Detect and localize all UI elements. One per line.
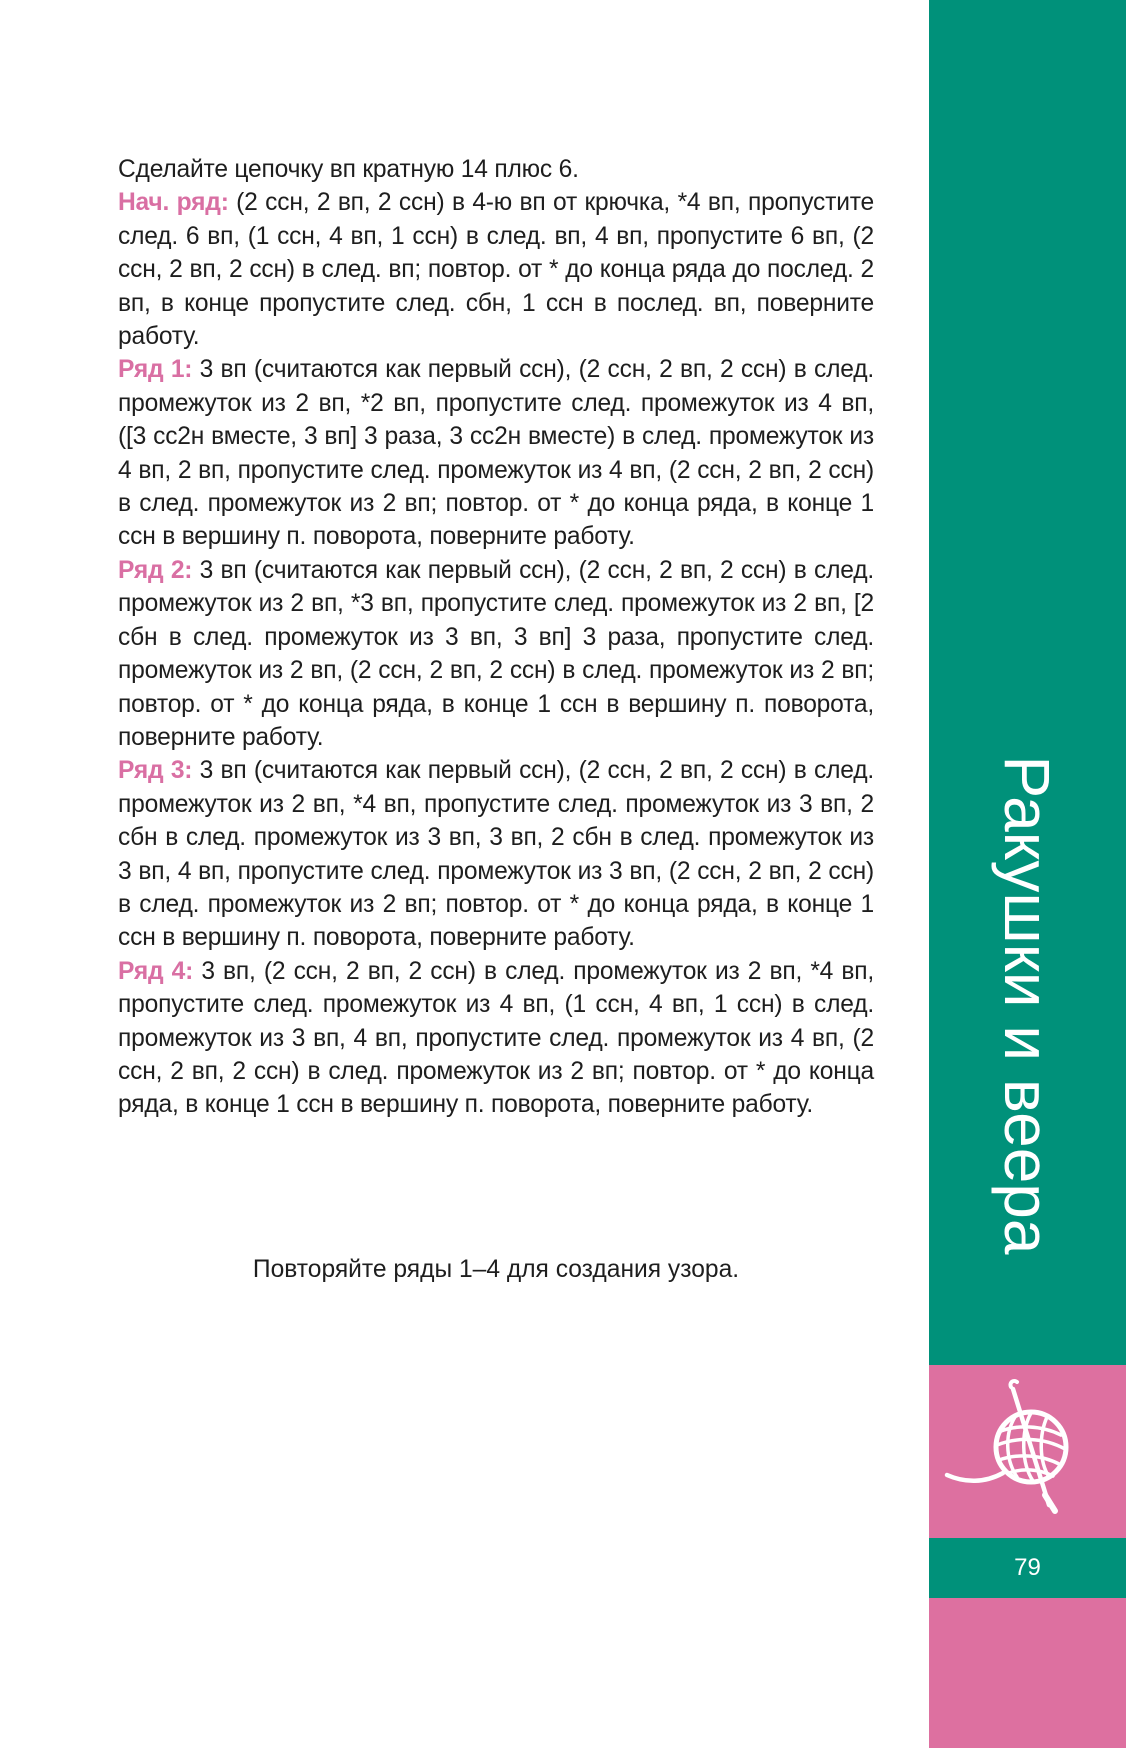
repeat-note: Повторяйте ряды 1–4 для создания узора.	[252, 1256, 740, 1283]
row-1	[118, 353, 874, 553]
row-foundation	[118, 186, 874, 353]
row-text: (2 ссн, 2 вп, 2 ссн) в 4-ю вп от крючка, *4 вп, пропустите след. 6 вп, (1 ссн, 4 вп, 1 ссн) в след. вп, 4 вп, пропустите 6 вп, (2 ссн, 2 вп, 2 ссн) в след. вп; повтор. от * до конца ряда до послед. 2 вп, в конце пропустите след. сбн, 1 ссн в послед. вп, поверните работу.	[118, 189, 874, 351]
row-label: Ряд 1:	[118, 356, 193, 384]
sidebar-icon-band	[929, 1365, 1126, 1538]
row-text: 3 вп (считаются как первый ссн), (2 ссн, 2 вп, 2 ссн) в след. промежуток из 2 вп, *3 вп, пропустите след. промежуток из 2 вп, [2 сбн в след. промежуток из 3 вп, 3 вп] 3 раза, пропустите след. промежуток из 2 вп, (2 ссн, 2 вп, 2 ссн) в след. промежуток из 2 вп; повтор. от * до конца ряда, в конце 1 ссн в вершину п. поворота, поверните работу.	[118, 556, 874, 751]
row-text: 3 вп, (2 ссн, 2 вп, 2 ссн) в след. промежуток из 2 вп, *4 вп, пропустите след. промежуток из 4 вп, (1 ссн, 4 вп, 1 ссн) в след. промежуток из 3 вп, 4 вп, пропустите след. промежуток из 4 вп, (2 ссн, 2 вп, 2 ссн) в след. промежуток из 2 вп; повтор. от * до конца ряда, в конце 1 ссн в вершину п. поворота, поверните работу.	[118, 957, 874, 1119]
section-title: Ракушки и веера	[991, 755, 1063, 1255]
sidebar-bottom-band	[929, 1598, 1126, 1748]
row-text: 3 вп (считаются как первый ссн), (2 ссн, 2 вп, 2 ссн) в след. промежуток из 2 вп, *4 вп, пропустите след. промежуток из 3 вп, 2 сбн в след. промежуток из 3 вп, 3 вп, 2 сбн в след. промежуток из 3 вп, 4 вп, пропустите след. промежуток из 3 вп, (2 ссн, 2 вп, 2 ссн) в след. промежуток из 2 вп; повтор. от * до конца ряда, в конце 1 ссн в вершину п. поворота, поверните работу.	[118, 757, 874, 952]
intro-line: Сделайте цепочку вп кратную 14 плюс 6.	[118, 156, 579, 183]
page-number: 79	[1014, 1554, 1041, 1581]
row-label: Ряд 4:	[118, 957, 194, 985]
sidebar-page-band	[929, 1538, 1126, 1598]
row-label: Ряд 3:	[118, 757, 193, 785]
row-label: Нач. ряд:	[118, 189, 229, 217]
yarn-ball-crochet-hook-icon	[929, 1365, 1126, 1538]
row-text: 3 вп (считаются как первый ссн), (2 ссн, 2 вп, 2 ссн) в след. промежуток из 2 вп, *2 вп, пропустите след. промежуток из 4 вп, ([3 сс2н вместе, 3 вп] 3 раза, 3 сс2н вместе) в след. промежуток из 4 вп, 2 вп, пропустите след. промежуток из 4 вп, (2 ссн, 2 вп, 2 ссн) в след. промежуток из 2 вп; повтор. от * до конца ряда, в конце 1 ссн в вершину п. поворота, поверните работу.	[118, 356, 874, 551]
row-2	[118, 554, 874, 754]
row-3	[118, 754, 874, 954]
pattern-instructions	[118, 153, 874, 1122]
row-4	[118, 955, 874, 1122]
row-label: Ряд 2:	[118, 556, 193, 584]
